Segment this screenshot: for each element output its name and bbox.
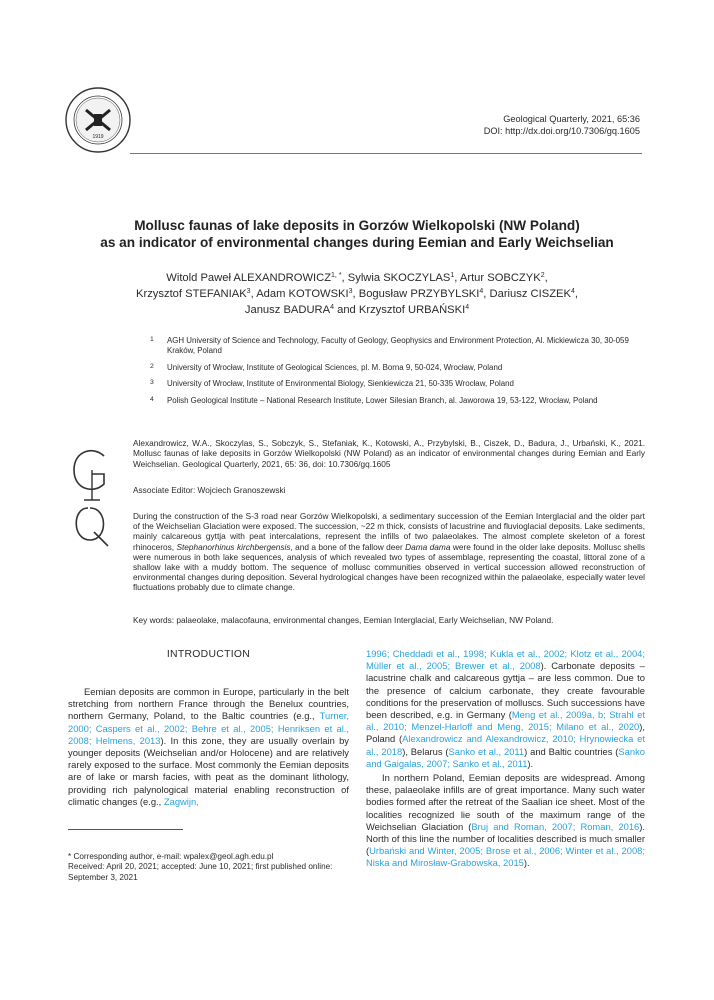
reference-link[interactable]: Turner, 2000; Caspers et al., 2002; Behre et al., 2005; Henriksen et al., 2008; Helmens, 2013 [68, 710, 349, 746]
author: Bogusław PRZYBYLSKI$^4$ [358, 288, 484, 301]
affiliation-3: 3 University of Wrocław, Institute of Environmental Biology, Sienkiewicza 21, 50-335 Wrocław, Poland [150, 379, 514, 388]
intro-right-column: 1996; Cheddadi et al., 1998; Kukla et al., 2002; Klotz et al., 2004; Müller et al., 2005; Brewer et al., 2008). Carbonate deposits – lacustrine chalk and calcareous gyttja – are less common. Due to the presence of calcium carbonate, they create favourable conditions for the preservation of molluscs. Such successions have been described, e.g. in Germany (Meng et al., 2009a, b; Strahl et al., 2010; Menzel-Harloff and Meng, 2015; Milano et al., 2020), Poland (Alexandrowicz and Alexandrowicz, 2010; Hrynowiecka et al., 2018), Belarus (Sanko et al., 2011) and Baltic countries (Sanko and Gaigalas, 2007; Sanko et al., 2011). In northern Poland, Eemian deposits are widespread. Among these, palaeolake infills are of great importance. Many such water bodies formed after the retreat of the Saalian ice sheet. Most of the localities recognized lie south of the maximum range of the Weichselian Glaciation (Bruj and Roman, 2007; Roman, 2016). North of this line the number of localities described is much smaller (Urbański and Winter, 2005; Brose et al., 2006; Winter et al., 2008; Niska and Mirosław-Grabowska, 2015). [366, 648, 645, 869]
associate-editor: Associate Editor: Wojciech Granoszewski [133, 485, 286, 495]
reference-link[interactable]: Urbański and Winter, 2005; Brose et al., 2006; Winter et al., 2008; Niska and Mirosław-Grabowska, 2015 [366, 845, 645, 869]
author: Krzysztof STEFANIAK$^3$ [136, 288, 251, 301]
journal-line: Geological Quarterly, 2021, 65:36 [503, 114, 640, 124]
svg-text:1919: 1919 [92, 134, 104, 140]
affiliation-4: 4 Polish Geological Institute – National Research Institute, Lower Silesian Branch, al. Jaworowa 19, 53-122, Wrocław, Poland [150, 396, 598, 405]
author: Artur SOBCZYK$^2$ [459, 272, 545, 284]
reference-link[interactable]: Zagwijn, [163, 795, 199, 807]
reference-link[interactable]: Bruj and Roman, 2007; Roman, 2016 [471, 820, 640, 832]
corresponding-author: * Corresponding author, e-mail: wpalex@geol.agh.edu.pl [68, 852, 274, 861]
article-title [60, 217, 654, 251]
title-line-2: as an indicator of environmental changes during Eemian and Early Weichselian [100, 235, 614, 250]
footnote-rule [68, 829, 183, 830]
footnote [68, 852, 349, 883]
title-line-1: Mollusc faunas of lake deposits in Gorzów Wielkopolski (NW Poland) [134, 218, 580, 233]
author: Sylwia SKOCZYLAS$^1$ [347, 272, 455, 284]
doi-link[interactable]: DOI: http://dx.doi.org/10.7306/gq.1605 [483, 125, 640, 136]
section-heading: INTRODUCTION [166, 649, 251, 660]
institute-logo [64, 86, 132, 154]
affiliation-1: 1 AGH University of Science and Technology, Faculty of Geology, Geophysics and Environment Protection, Al. Mickiewicza 30, 30-059 Kraków, Poland [150, 336, 629, 356]
journal-info [484, 114, 640, 137]
affiliation-2: 2 University of Wrocław, Institute of Geological Sciences, pl. M. Borna 9, 50-024, Wrocław, Poland [150, 363, 503, 372]
reference-link[interactable]: Sanko and Gaigalas, 2007; Sanko et al., 2011 [366, 745, 645, 769]
reference-link[interactable]: Alexandrowicz and Alexandrowicz, 2010; Hrynowiecka et al., 2018 [366, 733, 645, 757]
author: Krzysztof URBAŃSKI$^4$ [358, 304, 470, 317]
author: Witold Paweł $ALEXANDROWICZ^{1, *}$ [166, 272, 342, 284]
keywords: Key words: palaeolake, malacofauna, environmental changes, Eemian Interglacial, Early Weichselian, NW Poland. [133, 615, 554, 625]
reference-link[interactable]: Meng et al., 2009a, b; Strahl et al., 2010; Menzel-Harloff and Meng, 2015; Milano et al., 2020 [366, 709, 645, 733]
gq-monogram-logo [64, 444, 120, 548]
author-list: Witold Paweł $ALEXANDROWICZ^{1, *}$, Sylwia SKOCZYLAS$^1$, Artur SOBCZYK$^2$, Krzysztof STEFANIAK$^3$, Adam KOTOWSKI$^3$, Bogusław PRZYBYLSKI$^4$, Dariusz CISZEK$^4$, Janusz BADURA$^4$ and Krzysztof URBAŃSKI$^4$ [136, 272, 578, 317]
intro-left-column: Eemian deposits are common in Europe, particularly in the belt stretching from northern France through the Benelux countries, northern Germany, Poland, to the Baltic countries (e.g., Turner, 2000; Caspers et al., 2002; Behre et al., 2005; Henriksen et al., 2008; Helmens, 2013). In this zone, they are usually overlain by younger deposits (Weichselian and/or Holocene) and are relatively rarely exposed to the surface. Most commonly the Eemian deposits are of lake or marsh facies, with peat as the dominant lithology, providing rich palynological material enabling reconstruction of climatic changes (e.g., Zagwijn, [68, 686, 349, 807]
received-dates: Received: April 20, 2021; accepted: June 10, 2021; first published online: September 3, 2021 [68, 862, 333, 882]
author: Adam KOTOWSKI$^3$ [256, 288, 353, 301]
abstract: During the construction of the S-3 road near Gorzów Wielkopolski, a sedimentary succession of the Eemian Interglacial and the older part of the Weichselian Glaciation were exposed. The succession, ~22 m thick, consists of lacustrine and fluvioglacial deposits. Lake sediments, mainly calcareous gyttja with peat intercalations, represent the infills of two palaeolakes. The almost complete skeleton of a forest rhinoceros, Stephanorhinus kirchbergensis, and a bone of the fallow deer Dama dama were found in the older lake deposits. Mollusc shells were numerous in both lake sequences, analysis of which revealed two types of assemblage, representing the coastal, littoral zone of a shallow lake with a muddy bottom. The sequence of mollusc communities observed in vertical succession allowed reconstruction of environmental changes during deposition. Several hydrological changes have been recognized within the palaeolake, especially water level fluctuations probably due to climate change. [133, 511, 645, 593]
header-rule [130, 153, 642, 154]
author: Dariusz CISZEK$^4$ [489, 288, 575, 301]
citation-text: Alexandrowicz, W.A., Skoczylas, S., Sobczyk, S., Stefaniak, K., Kotowski, A., Przybylski, B., Ciszek, D., Badura, J., Urbański, K., 2021. Mollusc faunas of lake deposits in Gorzów Wielkopolski (NW Poland) as an indicator of environmental changes during Eemian and Early Weichselian. Geological Quarterly, 2021, 65: 36, doi: 10.7306/gq.1605 [133, 438, 645, 469]
author: Janusz BADURA$^4$ [244, 304, 334, 317]
reference-link[interactable]: Sanko et al., 2011 [448, 745, 525, 757]
reference-link[interactable]: 1996; Cheddadi et al., 1998; Kukla et al., 2002; Klotz et al., 2004; Müller et al., 2005; Brewer et al., 2008 [366, 648, 645, 672]
